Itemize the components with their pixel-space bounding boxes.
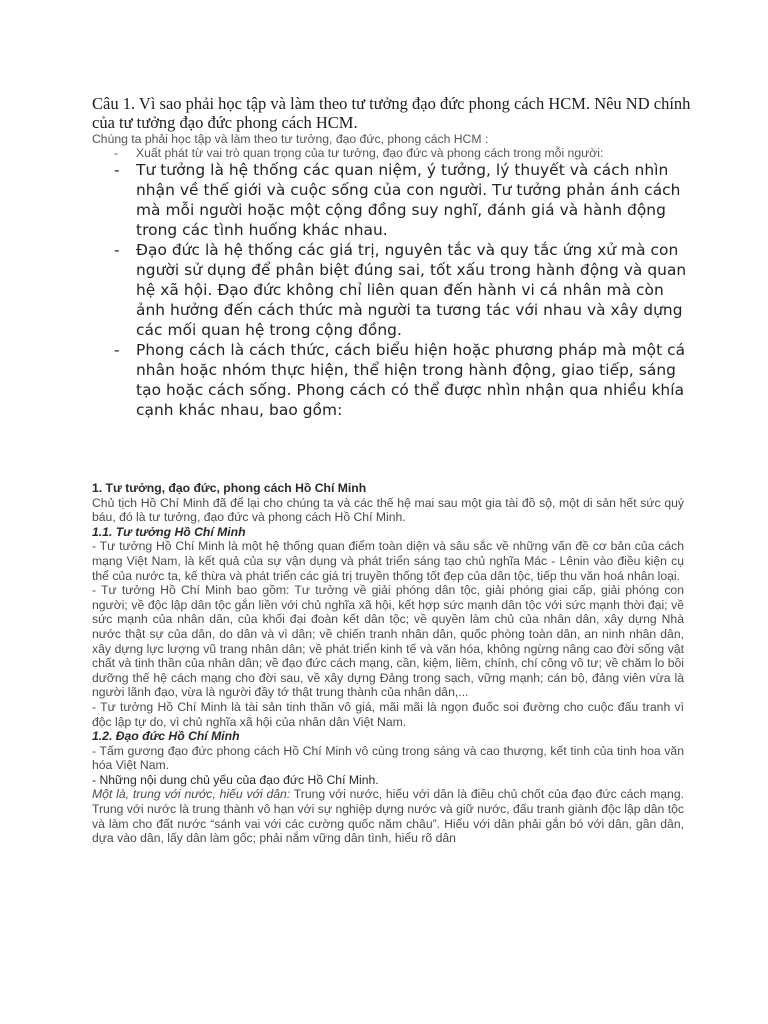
bullet-dash: - (114, 241, 120, 259)
section-heading: 1. Tư tưởng, đạo đức, phong cách Hồ Chí Minh (92, 481, 367, 495)
bullet-dash: - (114, 161, 120, 179)
paragraph: - Tư tưởng Hồ Chí Minh là một hệ thống quan điểm toàn diện và sâu sắc về những vấn đề cơ bản của cách mạng Việt Nam, là kết quả của sự vận dụng và phát triển sáng tạo chủ nghĩa Mác - Lênin vào điều kiện cụ thể của nước ta, kế thừa và phát triển các giá trị truyền thống tốt đẹp của dân tộc, tiếp thu văn hoá nhân loại. (92, 539, 684, 583)
bullet-dash: - (114, 146, 119, 160)
paragraph (92, 787, 684, 845)
paragraph: - Tư tưởng Hồ Chí Minh là tài sản tinh thần vô giá, mãi mãi là ngọn đuốc soi đường cho cuộc đấu tranh vì độc lập tự do, vì chủ nghĩa xã hội của nhân dân Việt Nam. (92, 699, 684, 729)
subsection-heading: 1.2. Đạo đức Hồ Chí Minh (92, 729, 240, 744)
bullet-text-dao-duc: Đạo đức là hệ thống các giá trị, nguyên tắc và quy tắc ứng xử mà con người sử dụng để phân biệt đúng sai, tốt xấu trong hành động và quan hệ xã hội. Đạo đức không chỉ liên quan đến hành vi cá nhân mà còn ảnh hưởng đến cách thức mà người ta tương tác với nhau và xây dựng các mối quan hệ trong cộng đồng. (136, 241, 687, 339)
bullet-list (92, 146, 692, 420)
list-item (92, 146, 692, 160)
subsection-heading: 1.1. Tư tưởng Hồ Chí Minh (92, 524, 246, 539)
paragraph: - Tư tưởng Hồ Chí Minh bao gồm: Tư tưởng về giải phóng dân tộc, giải phóng giai cấp, giải phóng con người; về độc lập dân tộc gắn liền với chủ nghĩa xã hội, kết hợp sức mạnh dân tộc với sức mạnh thời đại; về sức mạnh của nhân dân, của khối đại đoàn kết dân tộc; về quyền làm chủ của nhân dân, xây dựng Nhà nước thật sự của dân, do dân và vì dân; về chiến tranh nhân dân, quốc phòng toàn dân, an ninh nhân dân, xây dựng lực lượng vũ trang nhân dân; về phát triển kinh tế và văn hóa, không ngừng nâng cao đời sống vật chất và tinh thần của nhân dân; về đạo đức cách mạng, cần, kiệm, liêm, chính, chí công vô tư; về chăm lo bồi dưỡng thế hệ cách mạng cho đời sau, về xây dựng Đảng trong sạch, vững mạnh; cán bộ, đảng viên vừa là người lãnh đạo, vừa là người đầy tớ thật trung thành của nhân dân,... (92, 583, 684, 700)
section-intro: Chủ tịch Hồ Chí Minh đã để lại cho chúng ta và các thế hệ mai sau một gia tài đồ sộ, một di sản hết sức quý báu, đó là tư tưởng, đạo đức và phong cách Hồ Chí Minh. (92, 495, 684, 525)
list-item (92, 340, 692, 420)
bullet-text-tu-tuong: Tư tưởng là hệ thống các quan niệm, ý tưởng, lý thuyết và cách nhìn nhận về thế giới và cuộc sống của con người. Tư tưởng phản ánh cách mà mỗi người hoặc một cộng đồng suy nghĩ, đánh giá và hành động trong các tình huống khác nhau. (136, 161, 681, 239)
paragraph-rest: Trung với nước, hiếu với dân là điều chủ chốt của đạo đức cách mạng. Trung với nước là trung thành vô hạn với sự nghiệp dựng nước và giữ nước, đấu tranh giành độc lập dân tộc và làm cho đất nước “sánh vai với các cường quốc năm châu”. Hiếu với dân phải gắn bó với dân, gần dân, dựa vào dân, lấy dân làm gốc; phải nắm vững dân tình, hiểu rõ dân (92, 787, 684, 846)
paragraph: - Những nội dung chủ yếu của đạo đức Hồ Chí Minh. (92, 772, 379, 787)
paragraph: - Tấm gương đạo đức phong cách Hồ Chí Minh vô cùng trong sáng và cao thượng, kết tinh của tinh hoa văn hóa Việt Nam. (92, 743, 684, 773)
question-block (92, 94, 692, 420)
list-item (92, 160, 692, 240)
intro-lead: Chúng ta phải học tập và làm theo tư tưởng, đạo đức, phong cách HCM : (92, 132, 489, 146)
small-bullet-text: Xuất phát từ vai trò quan trọng của tư tưởng, đạo đức và phong cách trong mỗi người: (136, 146, 604, 160)
bullet-text-phong-cach: Phong cách là cách thức, cách biểu hiện hoặc phương pháp mà một cá nhân hoặc nhóm thực hiện, thể hiện trong hành động, giao tiếp, sáng tạo hoặc cách sống. Phong cách có thể được nhìn nhận qua nhiều khía cạnh khác nhau, bao gồm: (136, 341, 686, 419)
list-item (92, 240, 692, 340)
bullet-dash: - (114, 341, 120, 359)
paragraph-lead: Một là, trung với nước, hiếu với dân: (92, 787, 291, 802)
question-title: Câu 1. Vì sao phải học tập và làm theo tư tưởng đạo đức phong cách HCM. Nêu ND chính của tư tưởng đạo đức phong cách HCM. (92, 94, 691, 132)
section-hcm (92, 481, 684, 846)
